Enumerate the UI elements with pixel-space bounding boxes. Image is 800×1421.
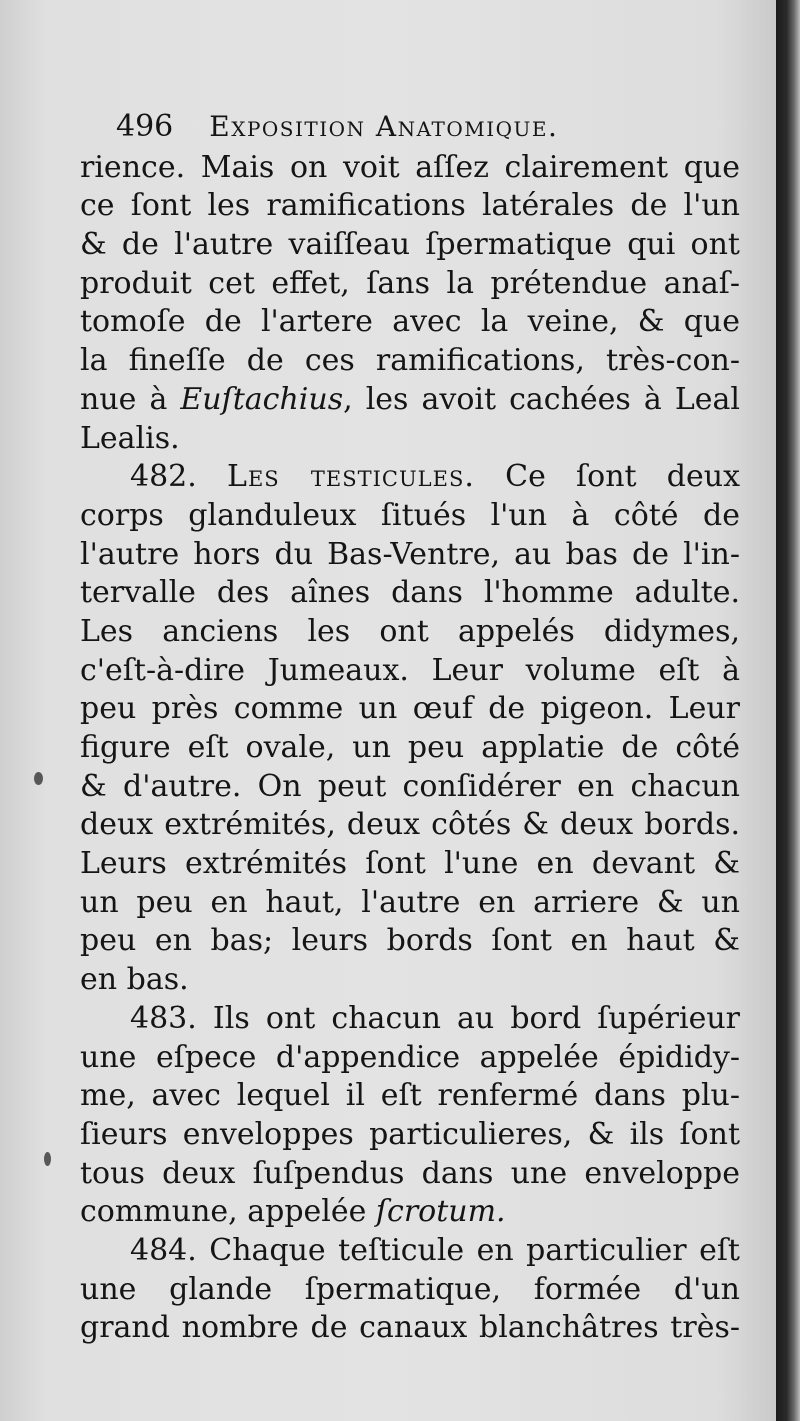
- text-line: rience. Mais on voit aſſez clairement que: [80, 149, 740, 185]
- page-edge-shadow: [776, 0, 800, 1421]
- page-number: 496: [116, 109, 174, 144]
- text-line: une eſpece d'appendice appelée épididy-: [80, 1039, 740, 1075]
- text-line: la fineſſe de ces ramifications, très-con-: [80, 343, 740, 379]
- text-line: l'autre hors du Bas-Ventre, au bas de l'in-: [80, 536, 740, 572]
- section-heading: Les testicules.: [227, 459, 475, 495]
- text-line: c'eſt-à-dire Jumeaux. Leur volume eſt à: [80, 652, 740, 688]
- text-line: corps glanduleux ſitués l'un à côté de: [80, 497, 740, 533]
- text-line: tous deux ſuſpendus dans une enveloppe: [80, 1155, 740, 1191]
- page-text: [80, 108, 740, 1348]
- ink-spot: [34, 772, 43, 785]
- text-line: une glande ſpermatique, formée d'un: [80, 1271, 740, 1307]
- italic-term: ſcrotum.: [375, 1194, 506, 1230]
- text-line: peu en bas; leurs bords ſont en haut &: [80, 923, 740, 959]
- line-segment: commune, appelée: [80, 1194, 376, 1230]
- running-header: [80, 108, 740, 147]
- text-line: figure eſt ovale, un peu applatie de côté: [80, 730, 740, 766]
- text-line: Les anciens les ont appelés didymes,: [80, 613, 740, 649]
- text-line: deux extrémités, deux côtés & deux bords.: [80, 807, 740, 843]
- text-lines: [80, 149, 740, 1348]
- text-line: [80, 1193, 740, 1232]
- text-line: [80, 381, 740, 420]
- text-line: 483. Ils ont chacun au bord ſupérieur: [130, 1000, 740, 1036]
- text-line: 484. Chaque teſticule en particulier eſt: [130, 1232, 740, 1268]
- italic-term: Euſtachius: [180, 381, 344, 417]
- text-line: [80, 458, 740, 497]
- text-line: & de l'autre vaiſſeau ſpermatique qui ont: [80, 227, 740, 263]
- line-segment: nue à: [80, 381, 181, 417]
- line-segment: 482.: [130, 459, 228, 495]
- text-line: Lealis.: [80, 420, 180, 456]
- text-line: produit cet effet, ſans la prétendue anaſ-: [80, 265, 740, 301]
- ink-spot: [44, 1152, 51, 1166]
- line-segment: Ce ſont deux: [474, 459, 741, 495]
- running-title: Exposition Anatomique.: [209, 110, 559, 143]
- text-line: & d'autre. On peut conſidérer en chacun: [80, 768, 740, 804]
- line-segment: , les avoit cachées à Leal: [343, 381, 740, 417]
- text-line: Leurs extrémités ſont l'une en devant &: [80, 846, 740, 882]
- text-line: tomoſe de l'artere avec la veine, & que: [80, 304, 740, 340]
- text-line: grand nombre de canaux blanchâtres très-: [80, 1310, 740, 1346]
- text-line: peu près comme un œuf de pigeon. Leur: [80, 691, 740, 727]
- text-line: me, avec lequel il eſt renfermé dans plu-: [80, 1078, 740, 1114]
- text-line: ce ſont les ramifications latérales de l'un: [80, 188, 740, 224]
- text-line: en bas.: [80, 962, 189, 998]
- text-line: tervalle des aînes dans l'homme adulte.: [80, 575, 740, 611]
- text-line: un peu en haut, l'autre en arriere & un: [80, 884, 740, 920]
- text-line: ſieurs enveloppes particulieres, & ils ſont: [80, 1116, 740, 1152]
